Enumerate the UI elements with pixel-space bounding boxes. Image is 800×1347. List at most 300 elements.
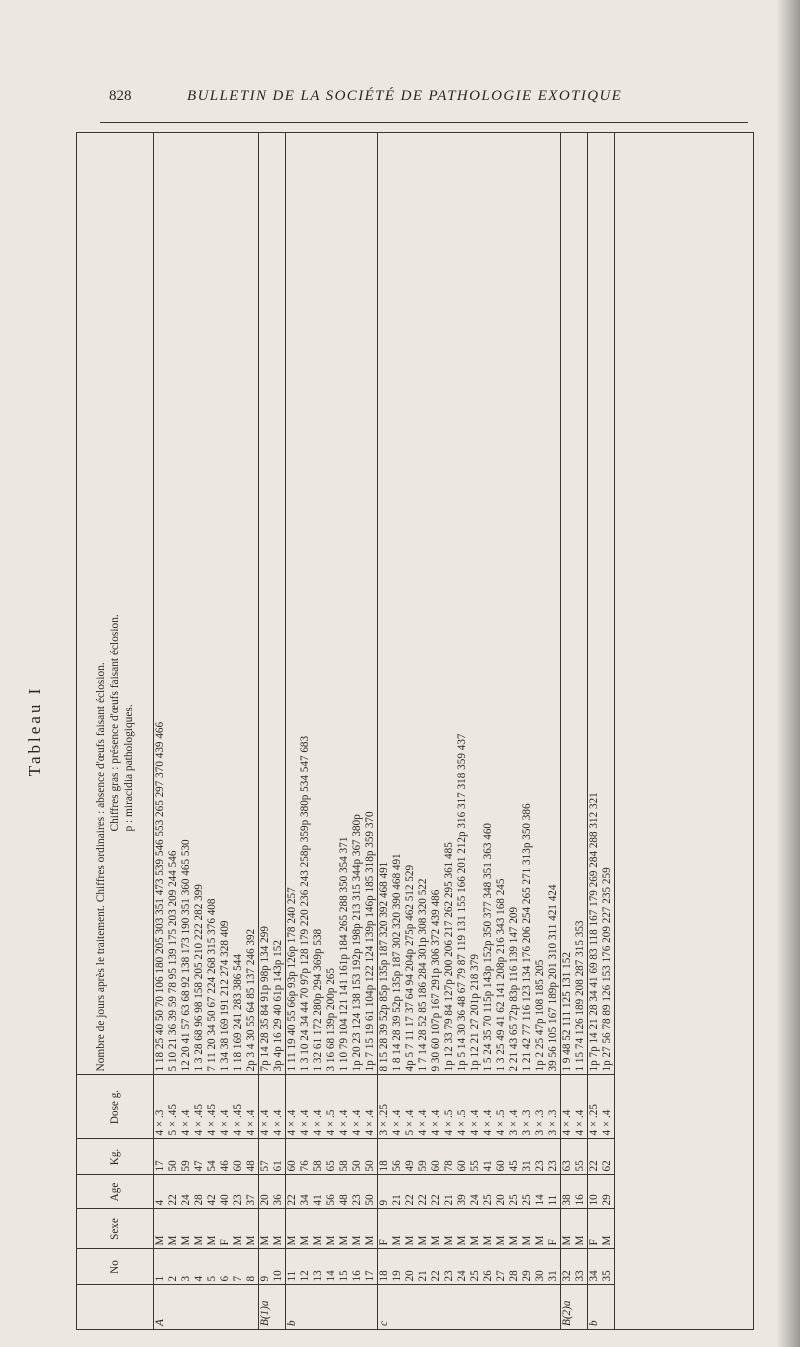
cell-sexe: M <box>601 1209 615 1249</box>
cell-group: B(2)a <box>561 1285 575 1329</box>
table-row <box>245 133 259 1329</box>
cell-kg: 55 <box>469 1139 482 1175</box>
page-number: 828 <box>109 88 132 104</box>
cell-observations: 1 9 48 52 111 125 131 152 <box>561 952 573 1072</box>
cell-observations: 12 20 41 57 63 68 92 138 173 190 351 360 465 530 <box>180 839 192 1072</box>
cell-no: 15 <box>338 1249 351 1285</box>
cell-no: 16 <box>351 1249 364 1285</box>
cell-no: 6 <box>219 1249 232 1285</box>
page-header <box>105 86 765 114</box>
cell-no: 12 <box>299 1249 312 1285</box>
cell-no: 4 <box>193 1249 206 1285</box>
cell-group <box>167 1285 180 1329</box>
header-rule <box>100 122 748 123</box>
cell-observations: 1p 12 21 27 201p 218 379 <box>469 954 481 1072</box>
cell-observations: 1p 7 15 19 61 104p 122 124 139p 146p 185 318p 359 370 <box>364 133 378 1075</box>
cell-group <box>417 1285 430 1329</box>
table-row <box>456 133 469 1329</box>
cell-sexe: F <box>547 1209 561 1249</box>
cell-group <box>534 1285 547 1329</box>
cell-group <box>574 1285 588 1329</box>
cell-observations: 2p 3 4 30 55 64 85 137 246 392 <box>245 133 259 1075</box>
cell-no: 31 <box>547 1249 561 1285</box>
cell-sexe: M <box>482 1209 495 1249</box>
table-caption: Tableau I <box>25 685 44 777</box>
cell-dose: 4 × .4 <box>469 1075 482 1139</box>
cell-kg: 61 <box>272 1139 286 1175</box>
column-header-group <box>77 1285 154 1329</box>
cell-kg: 60 <box>430 1139 443 1175</box>
cell-kg: 65 <box>325 1139 338 1175</box>
cell-dose: 4 × .4 <box>259 1075 273 1139</box>
cell-kg: 31 <box>521 1139 534 1175</box>
cell-dose: 4 × .25 <box>588 1075 602 1139</box>
table-row <box>259 133 273 1329</box>
cell-kg: 76 <box>299 1139 312 1175</box>
cell-age: 22 <box>286 1175 300 1209</box>
observations-legend-bold: Chiffres gras : présence d'œufs faisant éclosion. <box>109 614 121 832</box>
cell-group <box>232 1285 245 1329</box>
cell-kg: 57 <box>259 1139 273 1175</box>
cell-no: 20 <box>404 1249 417 1285</box>
cell-kg: 55 <box>574 1139 588 1175</box>
cell-observations: 1 11 19 40 55 66p 93p 126p 178 240 257 <box>286 887 298 1072</box>
column-header-sexe: Sexe <box>77 1209 154 1249</box>
cell-observations: 1p 12 33 79 84 127p 200 206 217 262 295 361 485 <box>443 842 455 1072</box>
cell-observations: 8 15 28 39 52p 85p 135p 187 320 392 468 491 <box>378 861 390 1072</box>
cell-dose: 4 × .4 <box>561 1075 575 1139</box>
cell-age: 4 <box>154 1175 168 1209</box>
cell-age: 41 <box>312 1175 325 1209</box>
cell-group <box>443 1285 456 1329</box>
cell-group <box>312 1285 325 1329</box>
cell-age: 20 <box>259 1175 273 1209</box>
cell-group <box>601 1285 615 1329</box>
cell-no: 30 <box>534 1249 547 1285</box>
cell-group <box>325 1285 338 1329</box>
cell-sexe: M <box>180 1209 193 1249</box>
cell-group: b <box>286 1285 300 1329</box>
cell-sexe: M <box>154 1209 168 1249</box>
cell-group <box>482 1285 495 1329</box>
cell-no: 8 <box>245 1249 259 1285</box>
cell-sexe: M <box>259 1209 273 1249</box>
cell-kg: 60 <box>232 1139 245 1175</box>
table-row <box>338 133 351 1329</box>
table-body <box>154 133 615 1329</box>
cell-sexe: M <box>404 1209 417 1249</box>
cell-age: 22 <box>167 1175 180 1209</box>
table-row <box>312 133 325 1329</box>
cell-dose: 4 × .4 <box>272 1075 286 1139</box>
table-row <box>404 133 417 1329</box>
cell-age: 20 <box>495 1175 508 1209</box>
cell-age: 50 <box>364 1175 378 1209</box>
cell-kg: 50 <box>364 1139 378 1175</box>
cell-group <box>272 1285 286 1329</box>
cell-age: 28 <box>193 1175 206 1209</box>
table-row <box>508 133 521 1329</box>
cell-observations: 9 30 60 107p 167 291p 306 372 439 486 <box>430 889 442 1072</box>
cell-age: 56 <box>325 1175 338 1209</box>
cell-kg: 23 <box>534 1139 547 1175</box>
cell-age: 14 <box>534 1175 547 1209</box>
cell-age: 23 <box>351 1175 364 1209</box>
cell-kg: 56 <box>391 1139 404 1175</box>
table-row <box>154 133 168 1329</box>
cell-observations: 1 21 42 77 116 123 134 176 206 254 265 271 313p 350 386 <box>521 803 533 1072</box>
cell-observations: 1p 7p 14 21 28 34 41 69 83 118 167 179 269 284 288 312 321 <box>588 792 600 1072</box>
cell-dose: 4 × .5 <box>443 1075 456 1139</box>
cell-dose: 4 × .4 <box>430 1075 443 1139</box>
table-row <box>588 133 602 1329</box>
cell-age: 42 <box>206 1175 219 1209</box>
cell-observations: 1 32 61 172 280p 294 369p 538 <box>312 928 324 1072</box>
cell-group <box>351 1285 364 1329</box>
cell-dose: 5 × .4 <box>404 1075 417 1139</box>
cell-age: 25 <box>508 1175 521 1209</box>
cell-dose: 4 × .5 <box>325 1075 338 1139</box>
cell-kg: 60 <box>495 1139 508 1175</box>
cell-dose: 4 × .4 <box>180 1075 193 1139</box>
table-row <box>167 133 180 1329</box>
cell-no: 29 <box>521 1249 534 1285</box>
cell-sexe: M <box>561 1209 575 1249</box>
cell-kg: 50 <box>167 1139 180 1175</box>
cell-sexe: M <box>232 1209 245 1249</box>
table-row <box>286 133 300 1329</box>
cell-no: 26 <box>482 1249 495 1285</box>
table-row <box>299 133 312 1329</box>
cell-kg: 60 <box>286 1139 300 1175</box>
cell-dose: 4 × .4 <box>219 1075 232 1139</box>
cell-kg: 22 <box>588 1139 602 1175</box>
cell-no: 22 <box>430 1249 443 1285</box>
cell-age: 36 <box>272 1175 286 1209</box>
cell-dose: 3 × .3 <box>534 1075 547 1139</box>
cell-observations: 1 15 74 126 189 208 287 315 353 <box>574 133 588 1075</box>
cell-kg: 59 <box>180 1139 193 1175</box>
table-row <box>443 133 456 1329</box>
table-header-row <box>77 133 154 1329</box>
cell-no: 23 <box>443 1249 456 1285</box>
table-row <box>180 133 193 1329</box>
cell-kg: 49 <box>404 1139 417 1175</box>
cell-sexe: M <box>534 1209 547 1249</box>
cell-sexe: M <box>495 1209 508 1249</box>
cell-age: 24 <box>180 1175 193 1209</box>
cell-dose: 4 × .4 <box>351 1075 364 1139</box>
cell-dose: 4 × .4 <box>312 1075 325 1139</box>
cell-observations: 3p 4p 16 29 40 61p 143p 152 <box>272 133 286 1075</box>
cell-age: 25 <box>521 1175 534 1209</box>
cell-no: 33 <box>574 1249 588 1285</box>
observations-title: Nombre de jours après le traitement. Chiffres ordinaires : absence d'œufs faisant éclosion. <box>95 662 107 1072</box>
cell-dose: 4 × .3 <box>154 1075 168 1139</box>
table-row <box>547 133 561 1329</box>
table-row <box>232 133 245 1329</box>
cell-group <box>219 1285 232 1329</box>
cell-group <box>245 1285 259 1329</box>
cell-no: 32 <box>561 1249 575 1285</box>
cell-dose: 3 × .25 <box>378 1075 392 1139</box>
cell-age: 48 <box>338 1175 351 1209</box>
cell-age: 37 <box>245 1175 259 1209</box>
cell-kg: 63 <box>561 1139 575 1175</box>
cell-age: 24 <box>469 1175 482 1209</box>
cell-group: b <box>588 1285 602 1329</box>
cell-group <box>193 1285 206 1329</box>
cell-age: 21 <box>391 1175 404 1209</box>
cell-age: 25 <box>482 1175 495 1209</box>
cell-kg: 54 <box>206 1139 219 1175</box>
cell-no: 10 <box>272 1249 286 1285</box>
cell-sexe: M <box>193 1209 206 1249</box>
table-row <box>430 133 443 1329</box>
cell-no: 27 <box>495 1249 508 1285</box>
cell-kg: 45 <box>508 1139 521 1175</box>
cell-dose: 4 × .4 <box>417 1075 430 1139</box>
cell-observations: 1 18 25 40 50 70 106 180 205 303 351 473 539 546 553 265 297 370 439 466 <box>154 721 166 1072</box>
table-row <box>495 133 508 1329</box>
table-row <box>391 133 404 1329</box>
cell-dose: 3 × .3 <box>547 1075 561 1139</box>
cell-group <box>547 1285 561 1329</box>
cell-observations: 1 3 25 49 41 62 141 208p 216 343 168 245 <box>495 878 507 1072</box>
cell-sexe: M <box>312 1209 325 1249</box>
cell-dose: 5 × .45 <box>167 1075 180 1139</box>
cell-sexe: F <box>378 1209 392 1249</box>
cell-group: B(1)a <box>259 1285 273 1329</box>
cell-sexe: M <box>338 1209 351 1249</box>
cell-no: 35 <box>601 1249 615 1285</box>
cell-group <box>521 1285 534 1329</box>
cell-sexe: M <box>391 1209 404 1249</box>
cell-no: 13 <box>312 1249 325 1285</box>
cell-observations: 1 34 38 169 191 212 274 328 409 <box>219 920 231 1072</box>
cell-no: 21 <box>417 1249 430 1285</box>
column-header-dose: Dose g. <box>77 1075 154 1139</box>
cell-sexe: M <box>456 1209 469 1249</box>
cell-group: c <box>378 1285 392 1329</box>
cell-no: 18 <box>378 1249 392 1285</box>
cell-observations: 1p 27 56 78 89 126 153 176 209 227 235 259 <box>601 133 615 1075</box>
cell-kg: 62 <box>601 1139 615 1175</box>
cell-sexe: M <box>469 1209 482 1249</box>
cell-no: 25 <box>469 1249 482 1285</box>
cell-age: 23 <box>232 1175 245 1209</box>
rotated-table-container <box>25 133 753 1329</box>
cell-sexe: M <box>417 1209 430 1249</box>
cell-group <box>495 1285 508 1329</box>
cell-no: 34 <box>588 1249 602 1285</box>
cell-sexe: M <box>430 1209 443 1249</box>
cell-observations: 4p 5 7 11 17 37 64 94 204p 275p 462 512 529 <box>404 864 416 1072</box>
cell-no: 3 <box>180 1249 193 1285</box>
cell-sexe: M <box>364 1209 378 1249</box>
cell-dose: 4 × .4 <box>286 1075 300 1139</box>
cell-dose: 3 × .4 <box>508 1075 521 1139</box>
table-row <box>351 133 364 1329</box>
table-row <box>206 133 219 1329</box>
cell-observations: 1p 5 14 30 36 48 67 79 87 119 131 155 166 201 212p 316 317 318 359 437 <box>456 733 468 1072</box>
cell-dose: 4 × .45 <box>206 1075 219 1139</box>
table-row <box>561 133 575 1329</box>
column-header-no: No <box>77 1249 154 1285</box>
cell-observations: 7 11 20 34 50 67 224 268 315 376 408 <box>206 898 218 1072</box>
cell-observations: 1 8 14 28 39 52p 135p 187 302 320 390 468 491 <box>391 853 403 1072</box>
table-row <box>534 133 547 1329</box>
cell-kg: 47 <box>193 1139 206 1175</box>
cell-observations: 1 3 10 24 34 44 70 97p 128 179 220 236 243 258p 359p 380p 534 547 683 <box>299 735 311 1072</box>
cell-no: 11 <box>286 1249 300 1285</box>
cell-dose: 4 × .4 <box>245 1075 259 1139</box>
cell-sexe: M <box>351 1209 364 1249</box>
table-row <box>272 133 286 1329</box>
table-row <box>482 133 495 1329</box>
cell-kg: 23 <box>547 1139 561 1175</box>
cell-no: 24 <box>456 1249 469 1285</box>
observations-legend-p: p : miracidia pathologiques. <box>123 704 135 832</box>
cell-group <box>338 1285 351 1329</box>
table-row <box>193 133 206 1329</box>
cell-observations: 1 18 169 241 283 386 544 <box>232 954 244 1072</box>
cell-age: 16 <box>574 1175 588 1209</box>
cell-age: 11 <box>547 1175 561 1209</box>
cell-dose: 4 × .5 <box>495 1075 508 1139</box>
cell-no: 5 <box>206 1249 219 1285</box>
cell-observations: 3 16 68 139p 200p 265 <box>325 968 337 1072</box>
cell-kg: 41 <box>482 1139 495 1175</box>
cell-group <box>430 1285 443 1329</box>
cell-kg: 58 <box>312 1139 325 1175</box>
cell-dose: 4 × .45 <box>193 1075 206 1139</box>
results-table <box>77 133 615 1329</box>
cell-no: 14 <box>325 1249 338 1285</box>
cell-group <box>508 1285 521 1329</box>
cell-group <box>180 1285 193 1329</box>
column-header-kg: Kg. <box>77 1139 154 1175</box>
cell-group <box>456 1285 469 1329</box>
cell-sexe: F <box>588 1209 602 1249</box>
cell-dose: 4 × .4 <box>338 1075 351 1139</box>
table-row <box>574 133 588 1329</box>
cell-dose: 4 × .4 <box>482 1075 495 1139</box>
cell-no: 2 <box>167 1249 180 1285</box>
cell-age: 39 <box>456 1175 469 1209</box>
cell-no: 17 <box>364 1249 378 1285</box>
cell-sexe: M <box>272 1209 286 1249</box>
cell-dose: 4 × .4 <box>574 1075 588 1139</box>
cell-age: 22 <box>417 1175 430 1209</box>
cell-no: 19 <box>391 1249 404 1285</box>
table-row <box>601 133 615 1329</box>
cell-observations: 1 7 14 28 52 85 186 284 301p 308 320 522 <box>417 878 429 1072</box>
table-row <box>325 133 338 1329</box>
cell-kg: 50 <box>351 1139 364 1175</box>
cell-dose: 4 × .4 <box>364 1075 378 1139</box>
cell-sexe: M <box>443 1209 456 1249</box>
column-header-observations <box>77 133 154 1075</box>
cell-kg: 46 <box>219 1139 232 1175</box>
cell-no: 7 <box>232 1249 245 1285</box>
cell-no: 28 <box>508 1249 521 1285</box>
cell-kg: 17 <box>154 1139 168 1175</box>
cell-group <box>404 1285 417 1329</box>
cell-dose: 4 × .4 <box>299 1075 312 1139</box>
cell-kg: 58 <box>338 1139 351 1175</box>
page-edge-shadow <box>776 0 800 1347</box>
cell-sexe: M <box>521 1209 534 1249</box>
cell-group: A <box>154 1285 168 1329</box>
cell-group <box>364 1285 378 1329</box>
table-row <box>219 133 232 1329</box>
cell-dose: 4 × .4 <box>391 1075 404 1139</box>
cell-group <box>391 1285 404 1329</box>
cell-no: 9 <box>259 1249 273 1285</box>
cell-kg: 60 <box>456 1139 469 1175</box>
cell-age: 9 <box>378 1175 392 1209</box>
cell-group <box>299 1285 312 1329</box>
cell-dose: 4 × .4 <box>601 1075 615 1139</box>
cell-sexe: F <box>219 1209 232 1249</box>
cell-observations: 7p 14 28 35 84 91p 98p 134 299 <box>259 926 271 1072</box>
cell-age: 22 <box>430 1175 443 1209</box>
table-row <box>469 133 482 1329</box>
cell-observations: 1 10 79 104 121 141 161p 184 265 288 350 354 371 <box>338 836 350 1072</box>
cell-kg: 48 <box>245 1139 259 1175</box>
column-header-age: Age <box>77 1175 154 1209</box>
cell-sexe: M <box>299 1209 312 1249</box>
cell-dose: 4 × .45 <box>232 1075 245 1139</box>
cell-group <box>469 1285 482 1329</box>
table-row <box>417 133 430 1329</box>
cell-observations: 2 21 43 65 72p 83p 116 139 147 209 <box>508 906 520 1072</box>
cell-observations: 1 3 28 68 96 98 158 205 210 222 282 399 <box>193 884 205 1072</box>
cell-sexe: M <box>206 1209 219 1249</box>
table-frame <box>25 132 754 1330</box>
cell-observations: 1p 2 25 47p 108 185 205 <box>534 959 546 1072</box>
cell-kg: 59 <box>417 1139 430 1175</box>
cell-age: 22 <box>404 1175 417 1209</box>
cell-sexe: M <box>574 1209 588 1249</box>
cell-observations: 1 5 24 35 70 115p 143p 152p 350 377 348 351 363 460 <box>482 822 494 1072</box>
cell-observations: 39 56 105 167 189p 201 310 311 421 424 <box>547 133 561 1075</box>
cell-sexe: M <box>508 1209 521 1249</box>
cell-sexe: M <box>286 1209 300 1249</box>
cell-age: 10 <box>588 1175 602 1209</box>
cell-kg: 78 <box>443 1139 456 1175</box>
table-row <box>378 133 392 1329</box>
cell-age: 21 <box>443 1175 456 1209</box>
cell-sexe: M <box>167 1209 180 1249</box>
cell-sexe: M <box>325 1209 338 1249</box>
cell-age: 29 <box>601 1175 615 1209</box>
cell-observations: 1p 20 23 124 138 153 192p 198p 213 315 344p 367 380p <box>351 814 363 1072</box>
cell-age: 34 <box>299 1175 312 1209</box>
cell-dose: 4 × .5 <box>456 1075 469 1139</box>
cell-observations: 5 10 21 36 39 59 78 95 139 175 203 209 244 546 <box>167 850 179 1072</box>
cell-no: 1 <box>154 1249 168 1285</box>
cell-dose: 3 × .3 <box>521 1075 534 1139</box>
cell-age: 38 <box>561 1175 575 1209</box>
running-title: BULLETIN DE LA SOCIÉTÉ DE PATHOLOGIE EXOTIQUE <box>187 88 623 104</box>
cell-age: 40 <box>219 1175 232 1209</box>
cell-group <box>206 1285 219 1329</box>
table-row <box>364 133 378 1329</box>
cell-sexe: M <box>245 1209 259 1249</box>
table-row <box>521 133 534 1329</box>
